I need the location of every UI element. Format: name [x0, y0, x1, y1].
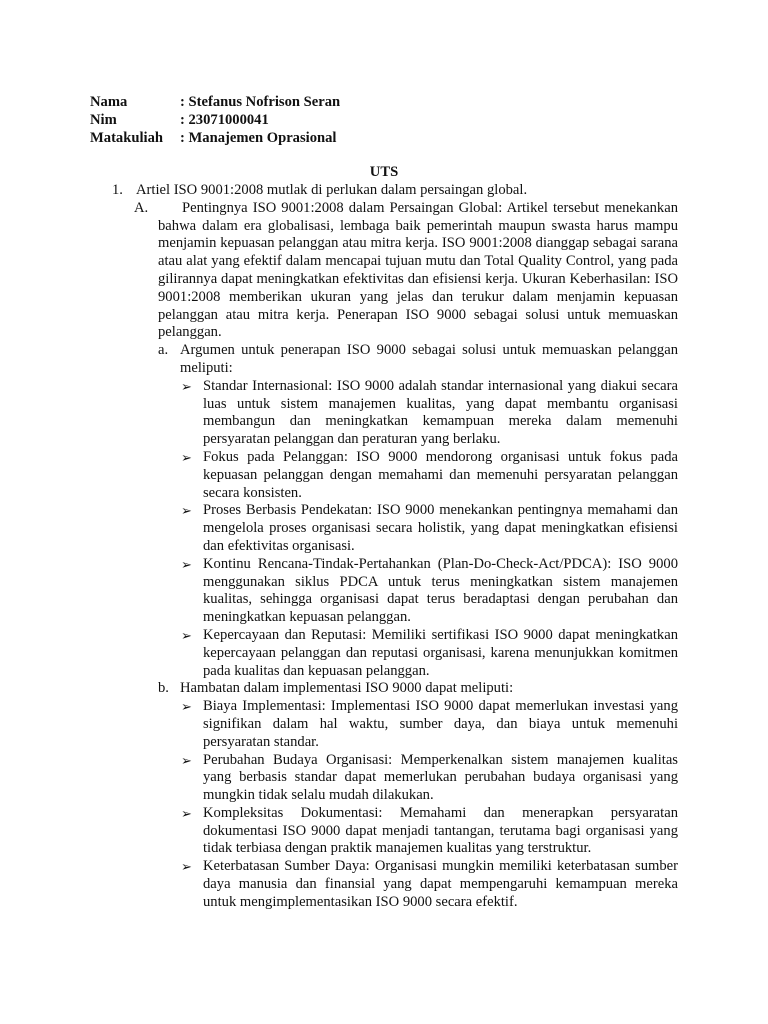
list-item-text: Kepercayaan dan Reputasi: Memiliki sertifikasi ISO 9000 dapat meningkatkan kepercayaan pelanggan dan reputasi organisasi, karena menunjukkan komitmen pada kualitas dan kepuasan pelanggan.	[203, 626, 678, 679]
info-label-nim: Nim	[90, 111, 117, 128]
list-item	[181, 858, 678, 911]
arrow-bullet-icon: ➢	[181, 627, 192, 643]
subsection-a-text: Argumen untuk penerapan ISO 9000 sebagai solusi untuk memuaskan pelanggan meliputi:	[180, 342, 678, 376]
list-item	[181, 626, 678, 680]
list-item-text: Biaya Implementasi: Implementasi ISO 9000 dapat memerlukan investasi yang signifikan dalam hal waktu, sumber daya, dan biaya untuk memenuhi persyaratan standar.	[203, 698, 678, 750]
list-item	[181, 502, 678, 555]
info-label-matakuliah: Matakuliah	[90, 129, 163, 146]
list-item-text: Fokus pada Pelanggan: ISO 9000 mendorong organisasi untuk fokus pada kepuasan pelanggan dengan memahami dan memenuhi persyaratan pelanggan secara konsisten.	[203, 448, 678, 501]
list-item	[181, 448, 678, 502]
document-body	[0, 182, 768, 912]
arrow-bullet-icon: ➢	[181, 556, 192, 572]
list-item	[181, 698, 678, 751]
list-item	[181, 751, 678, 805]
subsection-b-text: Hambatan dalam implementasi ISO 9000 dapat meliputi:	[180, 680, 514, 697]
arrow-bullet-icon: ➢	[181, 805, 192, 821]
list-item-text: Standar Internasional: ISO 9000 adalah standar internasional yang diakui secara luas untuk sistem manajemen kualitas, yang dapat membantu organisasi membangun dan meningkatkan kemampuan mereka dalam memenuhi persyaratan pelanggan dan peraturan yang berlaku.	[203, 377, 678, 448]
list-item-text: Proses Berbasis Pendekatan: ISO 9000 menekankan pentingnya memahami dan mengelola proses organisasi secara holistik, yang dapat meningkatkan efisiensi dan efektivitas organisasi.	[203, 502, 678, 554]
arrow-bullet-icon: ➢	[181, 859, 192, 875]
info-label-nama: Nama	[90, 94, 128, 110]
arrow-bullet-icon: ➢	[181, 503, 192, 519]
subsection-a-marker: a.	[158, 342, 169, 359]
section-a	[134, 199, 678, 342]
arrow-bullet-icon: ➢	[181, 378, 192, 394]
info-row-nama	[90, 94, 340, 112]
section-a-marker: A.	[134, 199, 149, 216]
list-item	[181, 555, 678, 627]
arrow-bullet-icon: ➢	[181, 449, 192, 465]
list-item-text: Kontinu Rencana-Tindak-Pertahankan (Plan-Do-Check-Act/PDCA): ISO 9000 menggunakan siklus PDCA untuk terus meningkatkan sistem manajemen kualitas, sehingga organisasi dapat terus beradaptasi dengan perubahan dan meningkatkan kepuasan pelanggan.	[203, 555, 678, 626]
subsection-b-marker: b.	[158, 680, 169, 697]
question-1-text: Artiel ISO 9001:2008 mutlak di perlukan dalam persaingan global.	[136, 182, 528, 198]
subsection-b	[158, 680, 678, 698]
list-item-text: Keterbatasan Sumber Daya: Organisasi mungkin memiliki keterbatasan sumber daya manusia dan finansial yang dapat mempengaruhi kemampuan mereka untuk mengimplementasikan ISO 9000 secara efektif.	[203, 858, 678, 910]
student-info	[90, 94, 340, 147]
question-1	[112, 182, 676, 200]
info-row-nim	[90, 112, 340, 130]
info-value-matakuliah: : Manajemen Oprasional	[180, 129, 337, 146]
document-title: UTS	[369, 164, 399, 180]
section-a-text: Pentingnya ISO 9001:2008 dalam Persaingan Global: Artikel tersebut menekankan bahwa dalam era globalisasi, lembaga baik pemerintah maupun swasta harus mampu menjamin kepuasan pelanggan atau mitra kerja. ISO 9001:2008 dianggap sebagai sarana atau alat yang efektif dalam mencapai tujuan mutu dan Total Quality Control, yang pada gilirannya dapat meningkatkan efektivitas dan efisiensi kerja. Ukuran Keberhasilan: ISO 9001:2008 memberikan ukuran yang jelas dan terukur dalam menjamin kepuasan pelanggan atau mitra kerja. Penerapan ISO 9000 sebagai solusi untuk memuaskan pelanggan.	[158, 199, 678, 341]
subsection-a	[158, 342, 678, 378]
info-row-matakuliah	[90, 130, 340, 148]
list-item-text: Kompleksitas Dokumentasi: Memahami dan menerapkan persyaratan dokumentasi ISO 9000 dapat menjadi tantangan, terutama bagi organisasi yang tidak terbiasa dengan praktik manajemen kualitas yang terstruktur.	[203, 804, 678, 857]
list-item-text: Perubahan Budaya Organisasi: Memperkenalkan sistem manajemen kualitas yang berbasis standar dapat memerlukan perubahan budaya organisasi yang mungkin tidak selalu mudah dilakukan.	[203, 751, 678, 804]
question-1-number: 1.	[112, 182, 123, 198]
info-value-nim: : 23071000041	[180, 111, 269, 128]
list-item	[181, 377, 678, 449]
list-item	[181, 804, 678, 858]
arrow-bullet-icon: ➢	[181, 699, 192, 715]
arrow-bullet-icon: ➢	[181, 752, 192, 768]
info-value-nama: : Stefanus Nofrison Seran	[180, 94, 341, 110]
